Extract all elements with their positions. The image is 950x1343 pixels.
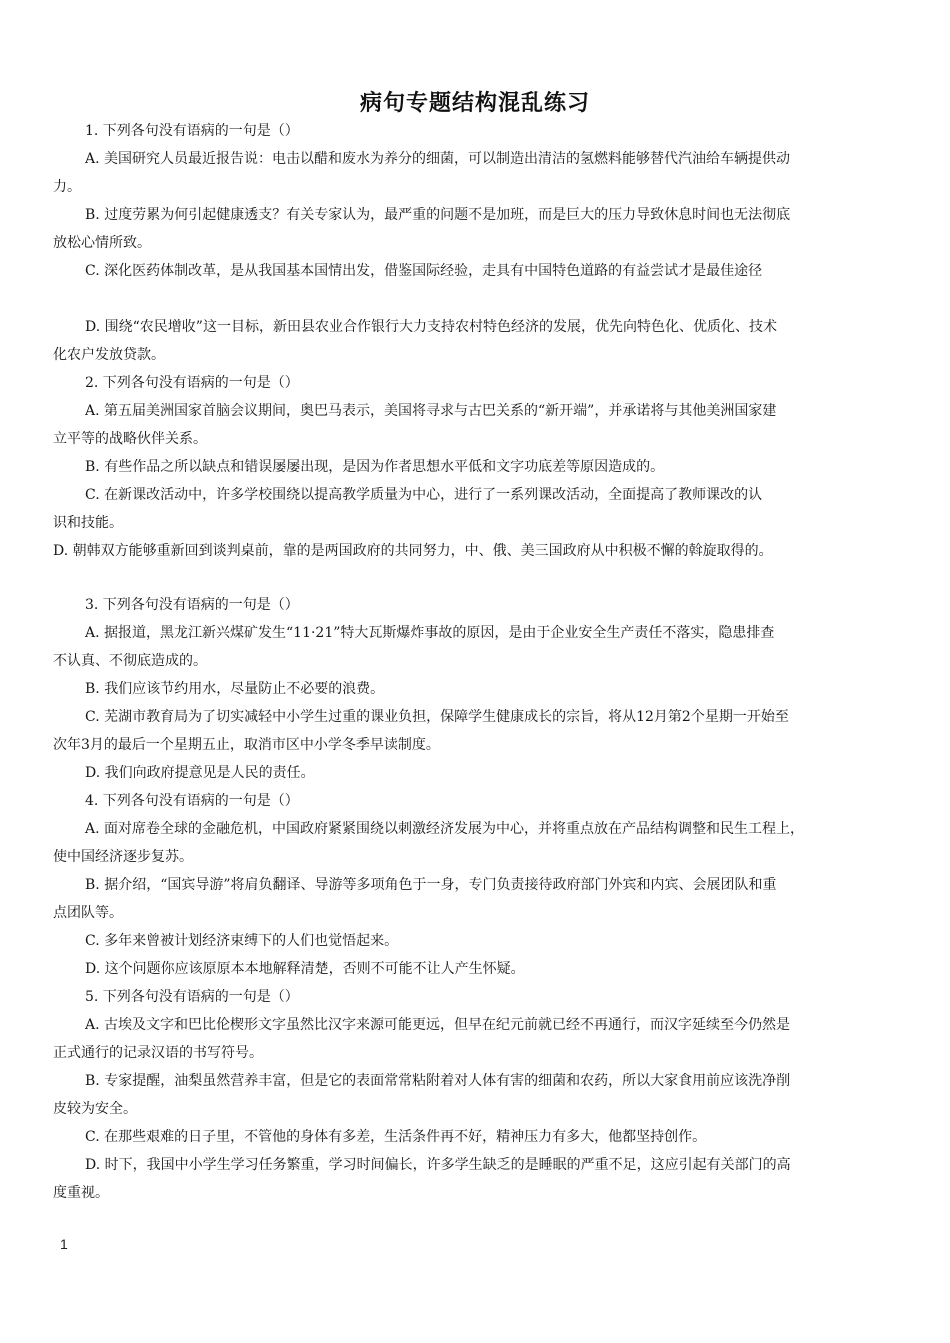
question-1-option-a: A. 美国研究人员最近报告说：电击以醋和废水为养分的细菌，可以制造出清洁的氢燃料能够替代汽油给车辆提供动 xyxy=(85,151,791,167)
question-1-option-d: D. 围绕“农民增收”这一目标，新田县农业合作银行大力支持农村特色经济的发展，优先向特色化、优质化、技术 xyxy=(85,319,777,335)
question-2-option-a-cont: 立平等的战略伙伴关系。 xyxy=(53,431,207,447)
question-5-option-d: D. 时下，我国中小学生学习任务繁重，学习时间偏长，许多学生缺乏的是睡眠的严重不足，这应引起有关部门的高 xyxy=(85,1157,791,1173)
question-4-option-d: D. 这个问题你应该原原本本地解释清楚，否则不可能不让人产生怀疑。 xyxy=(85,961,525,977)
question-5-option-b: B. 专家提醒，油梨虽然营养丰富，但是它的表面常常粘附着对人体有害的细菌和农药，所以大家食用前应该洗净削 xyxy=(85,1073,791,1089)
question-4-option-b-cont: 点团队等。 xyxy=(53,905,123,921)
question-3-option-b: B. 我们应该节约用水，尽量防止不必要的浪费。 xyxy=(85,681,385,697)
page-number: 1 xyxy=(60,1236,68,1252)
page-title: 病句专题结构混乱练习 xyxy=(359,91,590,116)
question-4-stem: 4. 下列各句没有语病的一句是（） xyxy=(85,793,299,809)
question-2-option-d: D. 朝韩双方能够重新回到谈判桌前，靠的是两国政府的共同努力，中、俄、美三国政府从中积极不懈的斡旋取得的。 xyxy=(53,543,773,559)
question-3-stem: 3. 下列各句没有语病的一句是（） xyxy=(85,597,299,613)
question-5-option-d-cont: 度重视。 xyxy=(53,1185,109,1201)
question-1-option-c: C. 深化医药体制改革，是从我国基本国情出发，借鉴国际经验，走具有中国特色道路的有益尝试才是最佳途径 xyxy=(85,263,763,279)
question-1-option-d-cont: 化农户发放贷款。 xyxy=(53,347,165,363)
question-5-option-b-cont: 皮较为安全。 xyxy=(53,1101,137,1117)
question-4-option-a: A. 面对席卷全球的金融危机，中国政府紧紧围绕以刺激经济发展为中心，并将重点放在产品结构调整和民生工程上， xyxy=(85,821,805,837)
question-3-option-a: A. 据报道，黑龙江新兴煤矿发生“11·21”特大瓦斯爆炸事故的原因，是由于企业安全生产责任不落实，隐患排查 xyxy=(85,625,775,641)
question-1-option-b-cont: 放松心情所致。 xyxy=(53,235,151,251)
question-5-stem: 5. 下列各句没有语病的一句是（） xyxy=(85,989,299,1005)
question-1-option-a-cont: 力。 xyxy=(53,179,81,195)
question-4-option-a-cont: 使中国经济逐步复苏。 xyxy=(53,849,193,865)
question-1-option-b: B. 过度劳累为何引起健康透支？有关专家认为，最严重的问题不是加班，而是巨大的压力导致休息时间也无法彻底 xyxy=(85,207,791,223)
question-1-stem: 1. 下列各句没有语病的一句是（） xyxy=(85,123,299,139)
question-2-option-a: A. 第五届美洲国家首脑会议期间，奥巴马表示，美国将寻求与古巴关系的“新开端”，并承诺将与其他美洲国家建 xyxy=(85,403,777,419)
question-2-option-c: C. 在新课改活动中，许多学校围绕以提高教学质量为中心，进行了一系列课改活动，全面提高了教师课改的认 xyxy=(85,487,763,503)
question-3-option-d: D. 我们向政府提意见是人民的责任。 xyxy=(85,765,315,781)
question-4-option-c: C. 多年来曾被计划经济束缚下的人们也觉悟起来。 xyxy=(85,933,399,949)
question-3-option-a-cont: 不认真、不彻底造成的。 xyxy=(53,653,207,669)
question-3-option-c: C. 芜湖市教育局为了切实减轻中小学生过重的课业负担，保障学生健康成长的宗旨，将从12月第2个星期一开始至 xyxy=(85,709,789,725)
question-2-option-b: B. 有些作品之所以缺点和错误屡屡出现，是因为作者思想水平低和文字功底差等原因造成的。 xyxy=(85,459,665,475)
question-2-stem: 2. 下列各句没有语病的一句是（） xyxy=(85,375,299,391)
question-5-option-a: A. 古埃及文字和巴比伦楔形文字虽然比汉字来源可能更远，但早在纪元前就已经不再通行，而汉字延续至今仍然是 xyxy=(85,1017,791,1033)
question-5-option-c: C. 在那些艰难的日子里，不管他的身体有多差，生活条件再不好，精神压力有多大，他都坚持创作。 xyxy=(85,1129,707,1145)
question-4-option-b: B. 据介绍，“国宾导游”将肩负翻译、导游等多项角色于一身，专门负责接待政府部门外宾和内宾、会展团队和重 xyxy=(85,877,777,893)
question-3-option-c-cont: 次年3月的最后一个星期五止，取消市区中小学冬季早读制度。 xyxy=(53,737,440,753)
question-2-option-c-cont: 识和技能。 xyxy=(53,515,123,531)
question-5-option-a-cont: 正式通行的记录汉语的书写符号。 xyxy=(53,1045,263,1061)
